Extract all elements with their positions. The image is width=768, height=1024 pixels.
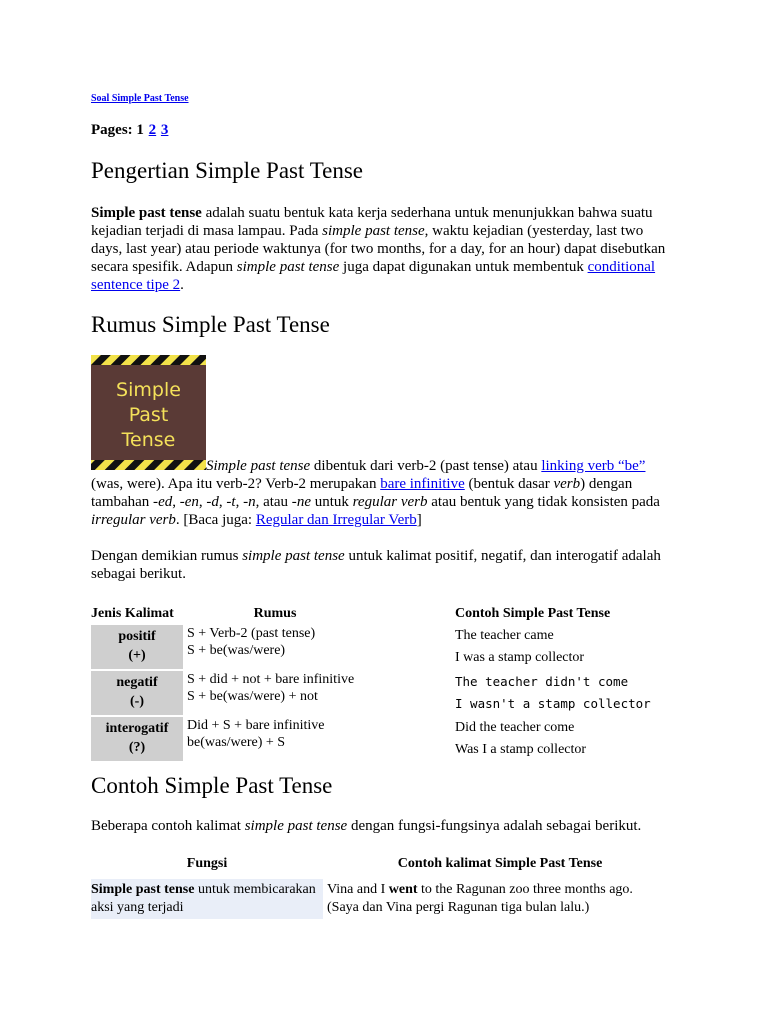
page-3-link[interactable]: 3 — [160, 122, 169, 138]
jenis-symbol: (?) — [128, 740, 146, 755]
kalimat-translation: (Saya dan Vina pergi Ragunan tiga bulan lalu.) — [327, 900, 590, 915]
para-text: atau bentuk yang tidak konsisten pada — [427, 494, 660, 510]
heading-contoh: Contoh Simple Past Tense — [91, 773, 333, 798]
para-text: Dengan demikian rumus — [91, 548, 243, 564]
kalimat-line — [327, 881, 677, 899]
jenis-cell — [91, 717, 183, 761]
para-italic: Simple past tense — [206, 458, 311, 474]
para-text: ) dengan tambahan - — [91, 476, 633, 510]
pages-label: Pages: — [91, 122, 137, 138]
bare-infinitive-link[interactable]: bare infinitive — [380, 476, 465, 492]
header-contoh: Contoh Simple Past Tense — [455, 606, 611, 621]
para-text: Beberapa contoh kalimat — [91, 818, 245, 834]
rumus-cell — [183, 671, 455, 715]
table-row — [91, 879, 677, 919]
book-line-1: Simple — [116, 379, 181, 401]
rumus-line: be(was/were) + S — [187, 735, 286, 750]
jenis-cell — [91, 625, 183, 669]
fungsi-text: untuk membicarakan aksi yang terjadi — [91, 882, 316, 915]
rumus-cell — [183, 625, 455, 669]
rumus-line: S + Verb-2 (past tense) — [187, 626, 316, 641]
contoh-line: I wasn't a stamp collector — [455, 696, 651, 711]
para-italic: d — [211, 494, 219, 510]
para-text: . — [180, 277, 184, 293]
paragraph-rumus — [91, 457, 676, 529]
header-fungsi: Fungsi — [186, 856, 228, 871]
para-italic: simple past tense — [244, 818, 348, 834]
kalimat-text: to the Ragunan zoo three months ago. — [417, 882, 633, 897]
pagination — [91, 122, 168, 139]
linking-verb-be-link[interactable]: linking verb “be” — [541, 458, 646, 474]
jenis-label: negatif — [116, 675, 158, 690]
jenis-label: positif — [118, 629, 156, 644]
para-text: untuk — [310, 494, 353, 510]
para-italic: simple past tense — [236, 259, 340, 275]
contoh-line: The teacher didn't come — [455, 674, 629, 689]
para-italic: ed — [158, 494, 173, 510]
fungsi-cell — [91, 879, 323, 919]
paragraph-pengertian — [91, 204, 676, 294]
fungsi-table-header — [91, 855, 677, 879]
para-text: , - — [198, 494, 212, 510]
page-current: 1 — [136, 122, 144, 138]
contoh-line: I was a stamp collector — [455, 650, 585, 665]
para-text: ] — [416, 512, 422, 528]
contoh-line: Was I a stamp collector — [455, 742, 587, 757]
fungsi-bold: Simple past tense — [91, 882, 195, 897]
jenis-symbol: (+) — [128, 648, 146, 663]
table-row — [91, 671, 651, 715]
header-jenis-kalimat: Jenis Kalimat — [91, 606, 174, 621]
para-text: untuk kalimat positif, negatif, dan interogatif adalah sebagai berikut. — [91, 548, 661, 582]
para-text: , - — [235, 494, 249, 510]
conditional-sentence-link[interactable]: conditional sentence tipe 2 — [91, 259, 656, 293]
regular-irregular-verb-link[interactable]: Regular dan Irregular Verb — [255, 512, 417, 528]
simple-past-tense-image — [91, 355, 206, 470]
paragraph-dengan-demikian — [91, 547, 676, 583]
para-text: , - — [172, 494, 185, 510]
para-italic: simple past tense — [322, 223, 425, 239]
kalimat-text: Vina and I — [327, 882, 389, 897]
para-italic: verb — [553, 476, 581, 492]
para-text: adalah suatu bentuk kata kerja sederhana untuk menunjukkan bahwa suatu kejadian terjadi di masa lampau. Pada — [91, 205, 653, 239]
para-italic: regular verb — [352, 494, 428, 510]
rumus-line: S + be(was/were) — [187, 643, 286, 658]
kalimat-cell — [323, 879, 677, 919]
heading-rumus: Rumus Simple Past Tense — [91, 312, 330, 337]
rumus-line: S + be(was/were) + not — [187, 689, 318, 704]
jenis-label: interogatif — [105, 721, 169, 736]
para-text: dibentuk dari verb-2 (past tense) atau — [310, 458, 542, 474]
para-italic: ne — [296, 494, 311, 510]
para-text: juga dapat digunakan untuk membentuk — [339, 259, 588, 275]
heading-pengertian: Pengertian Simple Past Tense — [91, 158, 364, 183]
term-bold: Simple past tense — [91, 205, 202, 221]
contoh-line: Did the teacher come — [455, 720, 575, 735]
para-text: . [Baca juga: — [175, 512, 256, 528]
para-italic: t — [231, 494, 236, 510]
contoh-cell — [455, 671, 651, 715]
book-line-3: Tense — [121, 429, 176, 451]
contoh-cell — [455, 625, 651, 669]
hazard-stripe-top — [91, 355, 206, 365]
page-2-link[interactable]: 2 — [148, 122, 157, 138]
rumus-cell — [183, 717, 455, 761]
jenis-symbol: (-) — [130, 694, 144, 709]
paragraph-beberapa — [91, 817, 676, 835]
contoh-line: The teacher came — [455, 628, 554, 643]
header-contoh-kalimat: Contoh kalimat Simple Past Tense — [397, 856, 603, 871]
table-row — [91, 717, 651, 761]
para-text: , atau - — [255, 494, 297, 510]
soal-simple-past-tense-link[interactable]: Soal Simple Past Tense — [91, 93, 189, 104]
para-italic: en — [184, 494, 199, 510]
header-rumus: Rumus — [253, 606, 297, 621]
para-italic: n — [248, 494, 256, 510]
fungsi-table — [91, 855, 677, 919]
para-text: (bentuk dasar — [464, 476, 554, 492]
jenis-cell — [91, 671, 183, 715]
table-row — [91, 625, 651, 669]
para-text: , - — [218, 494, 232, 510]
para-text: (was, were). Apa itu verb-2? Verb-2 merupakan — [91, 476, 381, 492]
rumus-line: S + did + not + bare infinitive — [187, 672, 355, 687]
rumus-table — [91, 603, 651, 763]
para-italic: simple past tense — [242, 548, 345, 564]
para-text: , waktu kejadian (yesterday, last two days, last year) atau periode waktunya (for two months, for a day, for an hour) dapat disebutkan secara spesifik. Adapun — [91, 223, 666, 275]
book-line-2: Past — [128, 404, 169, 426]
rumus-table-header — [91, 605, 651, 623]
para-text: dengan fungsi-fungsinya adalah sebagai berikut. — [347, 818, 642, 834]
contoh-cell — [455, 717, 651, 761]
kalimat-bold: went — [388, 882, 418, 897]
rumus-line: Did + S + bare infinitive — [187, 718, 325, 733]
para-italic: irregular verb — [91, 512, 176, 528]
